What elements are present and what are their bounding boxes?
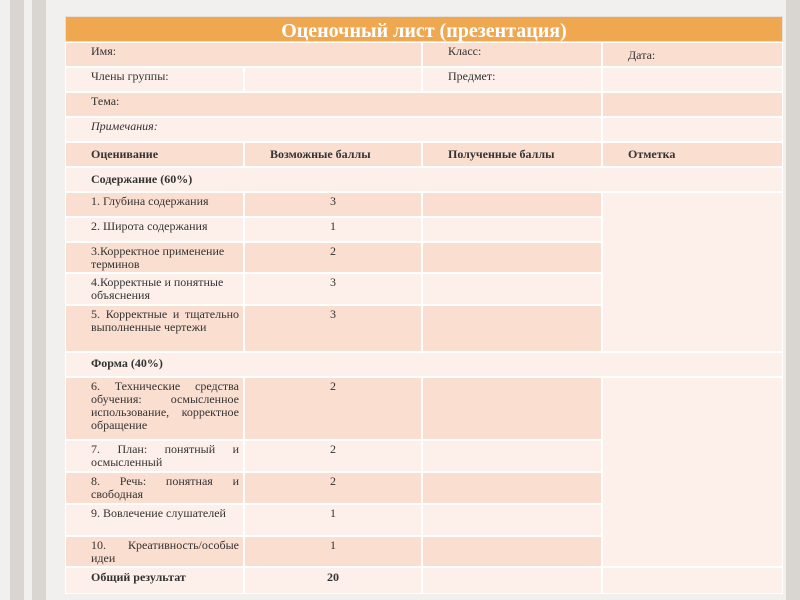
max-points-9: 1 xyxy=(244,504,422,536)
criterion-3: 3.Корректное применение терминов xyxy=(65,242,244,273)
earned-points-8 xyxy=(422,472,602,504)
criterion-7: 7. План: понятный и осмысленный xyxy=(65,440,244,472)
earned-points-2 xyxy=(422,217,602,242)
max-points-3: 2 xyxy=(244,242,422,273)
max-points-7: 2 xyxy=(244,440,422,472)
max-points-2: 1 xyxy=(244,217,422,242)
topic-label: Тема: xyxy=(65,92,602,117)
criterion-4: 4.Корректные и понятные объяснения xyxy=(65,273,244,305)
criterion-2: 2. Широта содержания xyxy=(65,217,244,242)
column-header-earned-points: Полученные баллы xyxy=(422,142,602,167)
criterion-5: 5. Корректные и тщательно выполненные чертежи xyxy=(65,305,244,352)
criterion-8: 8. Речь: понятная и свободная xyxy=(65,472,244,504)
date-label: Дата: xyxy=(602,42,783,67)
criterion-9: 9. Вовлечение слушателей xyxy=(65,504,244,536)
criterion-1: 1. Глубина содержания xyxy=(65,192,244,217)
name-label: Имя: xyxy=(65,42,422,67)
earned-points-9 xyxy=(422,504,602,536)
subject-label: Предмет: xyxy=(422,67,602,92)
section-title-form: Форма (40%) xyxy=(65,352,783,377)
earned-points-5 xyxy=(422,305,602,352)
sheet-title: Оценочный лист (презентация) xyxy=(65,16,783,42)
total-max-points: 20 xyxy=(244,567,422,594)
section-title-content: Содержание (60%) xyxy=(65,167,783,192)
column-header-max-points: Возможные баллы xyxy=(244,142,422,167)
notes-extra xyxy=(602,117,783,142)
earned-points-7 xyxy=(422,440,602,472)
earned-points-3 xyxy=(422,242,602,273)
subject-value xyxy=(602,67,783,92)
criterion-6: 6. Технические средства обучения: осмысленное использование, корректное обращение xyxy=(65,377,244,440)
max-points-8: 2 xyxy=(244,472,422,504)
total-earned-points xyxy=(422,567,602,594)
earned-points-10 xyxy=(422,536,602,567)
max-points-4: 3 xyxy=(244,273,422,305)
total-label: Общий результат xyxy=(65,567,244,594)
members-value xyxy=(244,67,422,92)
max-points-10: 1 xyxy=(244,536,422,567)
max-points-6: 2 xyxy=(244,377,422,440)
class-label: Класс: xyxy=(422,42,602,67)
earned-points-6 xyxy=(422,377,602,440)
max-points-1: 3 xyxy=(244,192,422,217)
earned-points-1 xyxy=(422,192,602,217)
earned-points-4 xyxy=(422,273,602,305)
members-label: Члены группы: xyxy=(65,67,244,92)
total-grade xyxy=(602,567,783,594)
criterion-10: 10. Креативность/особые идеи xyxy=(65,536,244,567)
topic-extra xyxy=(602,92,783,117)
notes-label: Примечания: xyxy=(65,117,602,142)
grade-content xyxy=(602,192,783,352)
max-points-5: 3 xyxy=(244,305,422,352)
column-header-criterion: Оценивание xyxy=(65,142,244,167)
column-header-grade: Отметка xyxy=(602,142,783,167)
grade-form xyxy=(602,377,783,567)
